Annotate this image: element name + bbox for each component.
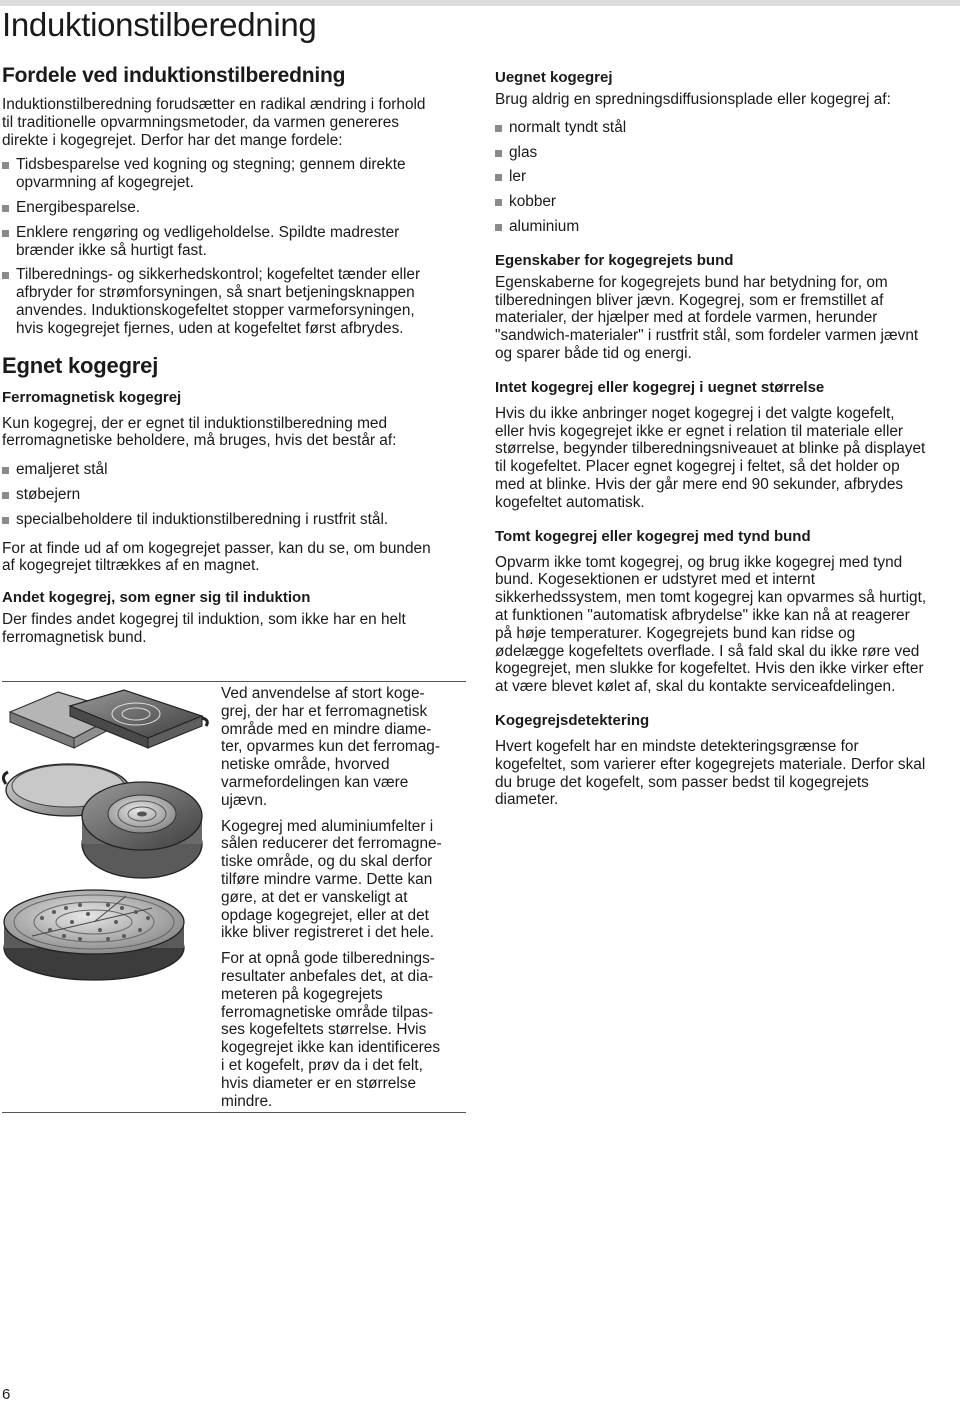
subheading-ferromagnetic: Ferromagnetisk kogegrej bbox=[2, 388, 182, 406]
text-line: meteren på kogegrejets bbox=[221, 985, 383, 1003]
list-item bbox=[495, 119, 957, 137]
subheading-no-cookware: Intet kogegrej eller kogegrej i uegnet størrelse bbox=[495, 378, 825, 396]
unsuitable-intro: Brug aldrig en spredningsdiffusionsplade eller kogegrej af: bbox=[495, 91, 891, 108]
text-line: støbejern bbox=[16, 485, 81, 503]
square-bullet-icon bbox=[2, 272, 9, 279]
empty-cookware-text bbox=[495, 554, 957, 696]
text-line: kogegrejet ikke kan identificeres bbox=[221, 1039, 441, 1057]
list-item bbox=[495, 168, 957, 186]
text-line: Ved anvendelse af stort koge- bbox=[221, 685, 425, 702]
text-line: ter, opvarmes kun det ferromag- bbox=[221, 738, 440, 756]
text-line: til traditionelle opvarmningsmetoder, da varmen genereres bbox=[2, 113, 399, 131]
advantages-list bbox=[2, 156, 464, 337]
square-bullet-icon bbox=[495, 125, 502, 132]
text-line: emaljeret stål bbox=[16, 461, 108, 479]
text-line: direkte i kogegrejet. Derfor har det mange fordele: bbox=[2, 131, 343, 149]
text-line: på høje temperaturer. Kogegrejets bund kan ridse og bbox=[495, 624, 856, 642]
text-line: aluminium bbox=[509, 217, 580, 235]
cookware-illustration bbox=[2, 686, 210, 986]
text-line: opvarmning af kogegrejet. bbox=[16, 174, 194, 192]
text-line: "sandwich-materialer" i rustfrit stål, som fordeler varmen jævnt bbox=[495, 327, 919, 345]
text-line: Enklere rengøring og vedligeholdelse. Spildte madrester bbox=[16, 223, 400, 241]
text-line: at være blevet kølet af, skal du kontakte serviceafdelingen. bbox=[495, 678, 896, 696]
square-bullet-icon bbox=[2, 517, 9, 524]
text-line: Der findes andet kogegrej til induktion, som ikke har en helt bbox=[2, 611, 406, 629]
text-line: gøre, at det er vanskeligt at bbox=[221, 888, 408, 906]
text-line: Kun kogegrej, der er egnet til induktionstilberedning med bbox=[2, 414, 388, 432]
figure-block bbox=[2, 681, 466, 1113]
text-line: ferromagnetiske område tilpas- bbox=[221, 1003, 434, 1021]
suitable-materials-list bbox=[2, 461, 464, 528]
text-line: For at opnå gode tilberednings- bbox=[221, 950, 435, 968]
text-line: ler bbox=[509, 168, 527, 186]
text-line: varmefordelingen kan være bbox=[221, 773, 409, 791]
text-line: tilføre mindre varme. Dette kan bbox=[221, 870, 433, 888]
text-line: mindre. bbox=[221, 1092, 273, 1110]
text-line: i et kogefelt, prøv da i det felt, bbox=[221, 1056, 423, 1074]
text-line: Hvis du ikke anbringer noget kogegrej i det valgte kogefelt, bbox=[495, 404, 895, 422]
text-line: For at finde ud af om kogegrejet passer, kan du se, om bunden bbox=[2, 539, 431, 557]
list-item bbox=[2, 266, 464, 337]
square-bullet-icon bbox=[2, 162, 9, 169]
square-bullet-icon bbox=[495, 224, 502, 231]
advantages-intro bbox=[2, 96, 464, 149]
text-line: du bruge det kogefelt, som passer bedst til kogegrejets bbox=[495, 773, 869, 791]
text-line: Induktionstilberedning forudsætter en radikal ændring i forhold bbox=[2, 96, 426, 113]
subheading-empty-cookware: Tomt kogegrej eller kogegrej med tynd bund bbox=[495, 527, 811, 545]
text-line: Energibesparelse. bbox=[16, 198, 141, 216]
text-line: ødelægge kogefeltets overflade. I så fald skal du ikke røre ved bbox=[495, 642, 920, 660]
text-line: opdage kogegrejet, eller at det bbox=[221, 906, 429, 924]
text-line: grej, der har et ferromagnetisk bbox=[221, 702, 428, 720]
list-item bbox=[495, 144, 957, 162]
no-cookware-text bbox=[495, 405, 957, 512]
square-bullet-icon bbox=[2, 492, 9, 499]
text-line: område med en mindre diame- bbox=[221, 720, 432, 738]
caption-paragraph bbox=[221, 818, 465, 943]
round-pot bbox=[82, 782, 202, 878]
text-line: størrelse, begynder tilberedningsniveauet at blinke på displayet bbox=[495, 440, 926, 458]
caption-paragraph bbox=[221, 950, 465, 1110]
unsuitable-materials-list bbox=[495, 119, 957, 236]
square-bullet-icon bbox=[2, 467, 9, 474]
text-line: resultater anbefales det, at dia- bbox=[221, 967, 434, 985]
subheading-bottom-properties: Egenskaber for kogegrejets bund bbox=[495, 251, 734, 269]
text-line: tiske område, og du skal derfor bbox=[221, 853, 433, 871]
text-line: eller hvis kogegrejet ikke er egnet i relation til materiale eller bbox=[495, 422, 904, 440]
text-line: at funktionen "automatisk afbrydelse" ikke kan nå at reagerer bbox=[495, 606, 910, 624]
text-line: netiske område, hvorved bbox=[221, 756, 390, 774]
perforated-disc bbox=[4, 890, 184, 980]
text-line: Tidsbesparelse ved kogning og stegning; gennem direkte bbox=[16, 156, 406, 174]
text-line: specialbeholdere til induktionstilberedning i rustfrit stål. bbox=[16, 510, 389, 528]
text-line: ses kogefeltets størrelse. Hvis bbox=[221, 1021, 427, 1039]
text-line: Kogegrej med aluminiumfelter i bbox=[221, 817, 434, 835]
text-line: hvis kogegrejet fjernes, uden at kogefeltet først afbrydes. bbox=[16, 319, 404, 337]
text-line: til kogefeltet. Placer egnet kogegrej i feltet, så det holder op bbox=[495, 458, 900, 476]
text-line: Hvert kogefelt har en mindste detekteringsgrænse for bbox=[495, 737, 859, 755]
list-item bbox=[2, 224, 464, 260]
text-line: kogefeltet automatisk. bbox=[495, 493, 645, 511]
text-line: sikkerhedssystem, men tomt kogegrej kan opvarmes så hurtigt, bbox=[495, 589, 927, 607]
subheading-detection: Kogegrejsdetektering bbox=[495, 711, 650, 729]
list-item bbox=[2, 199, 464, 217]
text-line: diameter. bbox=[495, 791, 559, 809]
list-item bbox=[2, 156, 464, 192]
text-line: materialer, der hjælper med at fordele varmen, herunder bbox=[495, 309, 878, 327]
list-item bbox=[2, 511, 464, 529]
text-line: ujævn. bbox=[221, 791, 268, 809]
text-line: Egenskaberne for kogegrejets bund har betydning for, om bbox=[495, 273, 888, 291]
text-line: ferromagnetisk bund. bbox=[2, 628, 147, 646]
text-line: hvis diameter er en størrelse bbox=[221, 1074, 417, 1092]
text-line: glas bbox=[509, 143, 538, 161]
square-bullet-icon bbox=[495, 199, 502, 206]
magnet-test-text bbox=[2, 540, 464, 576]
right-column bbox=[495, 69, 957, 809]
detection-text bbox=[495, 738, 957, 809]
text-line: bund. Kogesektionen er udstyret med et internt bbox=[495, 571, 815, 589]
left-column bbox=[2, 64, 464, 647]
text-line: af kogegrejet tiltrækkes af en magnet. bbox=[2, 557, 260, 575]
text-line: anvendes. Induktionskogefeltet stopper varmeforsyningen, bbox=[16, 301, 415, 319]
section-heading-suitable: Egnet kogegrej bbox=[2, 352, 159, 378]
text-line: Opvarm ikke tomt kogegrej, og brug ikke kogegrej med tynd bbox=[495, 553, 903, 571]
caption-paragraph bbox=[221, 685, 465, 810]
subheading-other-cookware: Andet kogegrej, som egner sig til induktion bbox=[2, 589, 311, 607]
square-bullet-icon bbox=[495, 174, 502, 181]
list-item bbox=[2, 486, 464, 504]
list-item bbox=[495, 193, 957, 211]
text-line: tilberedningen bliver jævn. Kogegrej, som er fremstillet af bbox=[495, 291, 884, 309]
text-line: ikke bliver registreret i det hele. bbox=[221, 924, 434, 942]
subheading-unsuitable: Uegnet kogegrej bbox=[495, 69, 613, 86]
text-line: kogefeltet, som varierer efter kogegrejets materiale. Derfor skal bbox=[495, 755, 926, 773]
text-line: sålen reducerer det ferromagne- bbox=[221, 835, 442, 853]
text-line: normalt tyndt stål bbox=[509, 118, 627, 136]
square-bullet-icon bbox=[2, 205, 9, 212]
page-title: Induktionstilberedning bbox=[2, 6, 317, 43]
text-line: kobber bbox=[509, 193, 557, 211]
page-number: 6 bbox=[2, 1386, 11, 1403]
text-line: afbryder for strømforsyningen, så snart betjeningsknappen bbox=[16, 284, 415, 302]
text-line: med at blinke. Hvis der går mere end 90 sekunder, afbrydes bbox=[495, 475, 904, 493]
list-item bbox=[2, 461, 464, 479]
other-cookware-text bbox=[2, 611, 464, 647]
square-bullet-icon bbox=[2, 230, 9, 237]
section-heading-advantages: Fordele ved induktionstilberedning bbox=[2, 64, 346, 87]
text-line: brænder ikke så hurtigt fast. bbox=[16, 241, 207, 259]
text-line: Tilberednings- og sikkerhedskontrol; kogefeltet tænder eller bbox=[16, 266, 421, 284]
figure-caption bbox=[221, 685, 465, 1118]
ferromagnetic-text bbox=[2, 415, 464, 451]
bottom-properties-text bbox=[495, 274, 957, 363]
text-line: kogegrejet, men slukke for kogefeltet. Hvis den ikke virker efter bbox=[495, 660, 924, 678]
text-line: og sparer både tid og energi. bbox=[495, 344, 692, 362]
square-bullet-icon bbox=[495, 150, 502, 157]
text-line: ferromagnetiske beholdere, må bruges, hvis det består af: bbox=[2, 432, 397, 450]
list-item bbox=[495, 218, 957, 236]
